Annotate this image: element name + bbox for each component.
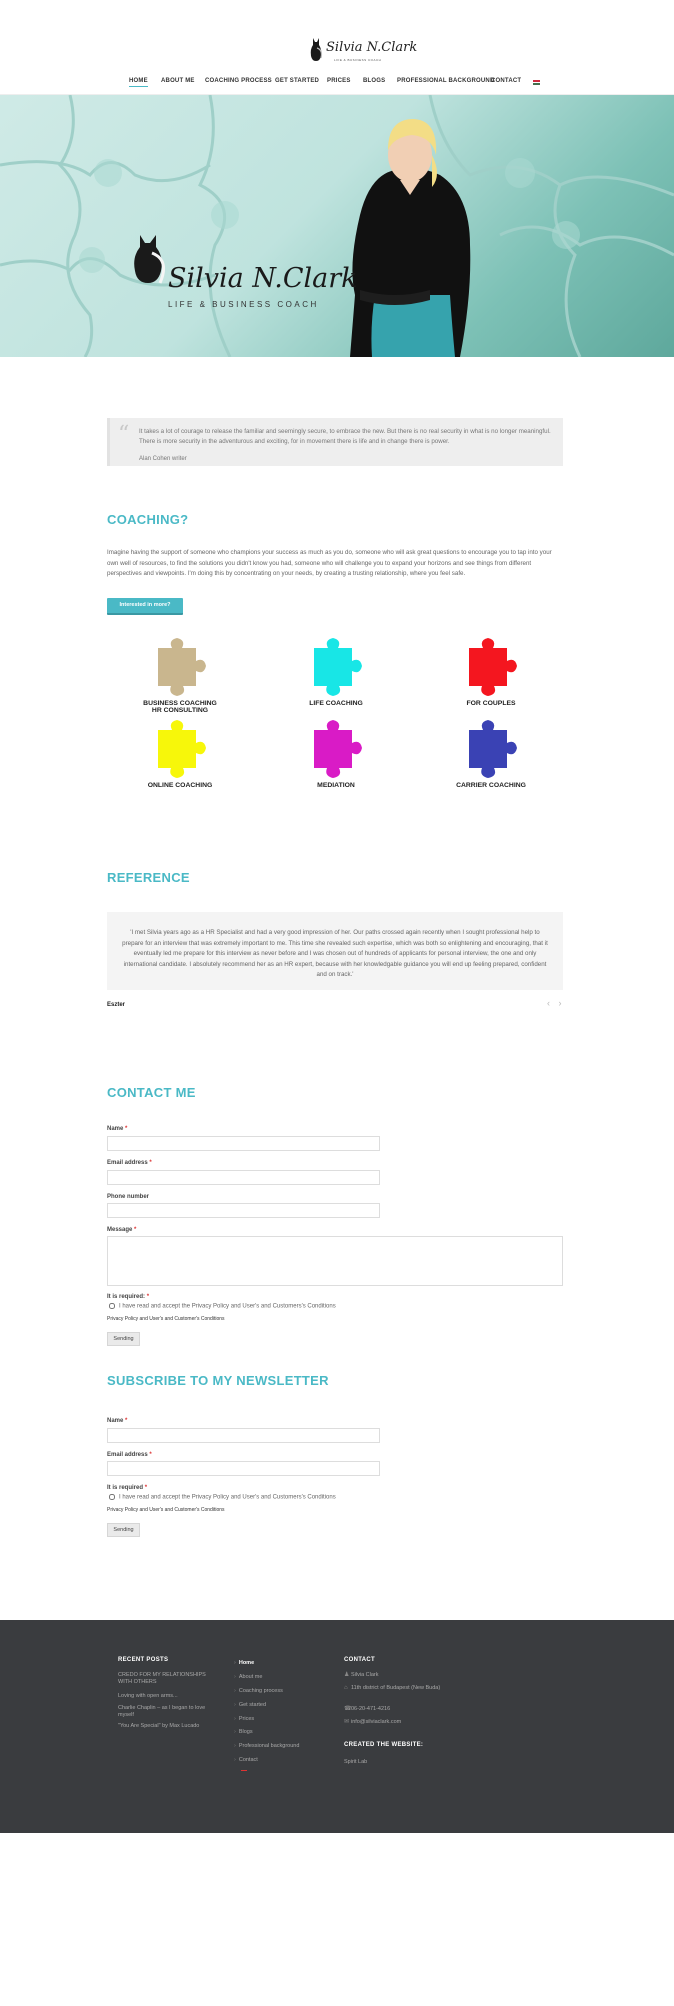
quote-block xyxy=(107,418,563,466)
puzzle-for-couples[interactable] xyxy=(421,636,561,714)
site-logo[interactable] xyxy=(300,34,418,68)
email-icon: ✉ xyxy=(344,1719,350,1725)
puzzle-background-image xyxy=(0,95,674,357)
contact-message-textarea[interactable] xyxy=(107,1236,563,1286)
hero-name: Silvia N.Clark xyxy=(168,263,358,294)
testimonial-box xyxy=(107,912,563,990)
newsletter-email-label: Email address * xyxy=(107,1452,152,1458)
main-nav xyxy=(0,78,674,90)
footer-link-coaching-process[interactable]: › Coaching process xyxy=(234,1688,283,1694)
home-icon: ⌂ xyxy=(344,1685,348,1691)
newsletter-email-input[interactable] xyxy=(107,1461,380,1476)
nav-contact[interactable]: CONTACT xyxy=(491,78,522,84)
contact-name-label: Name * xyxy=(107,1126,128,1132)
hero-banner xyxy=(0,95,674,357)
contact-required-label: It is required: * xyxy=(107,1294,150,1300)
phone-icon: ☎ xyxy=(344,1706,352,1712)
contact-name-input[interactable] xyxy=(107,1136,380,1151)
contact-phone-input[interactable] xyxy=(107,1203,380,1218)
footer-post-link[interactable]: "You Are Special" by Max Lucado xyxy=(118,1723,200,1729)
footer-recent-posts-title: RECENT POSTS xyxy=(118,1657,169,1663)
nav-about-me[interactable]: ABOUT ME xyxy=(161,78,195,84)
footer-created-by[interactable]: Spirit Lab xyxy=(344,1759,368,1765)
newsletter-name-input[interactable] xyxy=(107,1428,380,1443)
hero-cat-icon xyxy=(134,235,163,283)
puzzle-label: LIFE COACHING xyxy=(309,700,363,707)
puzzle-label: FOR COUPLES xyxy=(466,700,516,707)
quote-author: Alan Cohen writer xyxy=(139,456,187,462)
puzzle-carrier-coaching[interactable] xyxy=(421,718,561,796)
footer-link-blogs[interactable]: › Blogs xyxy=(234,1729,253,1735)
footer-contact-email[interactable]: ✉ info@silviaclark.com xyxy=(344,1719,402,1725)
footer-contact-title: CONTACT xyxy=(344,1657,375,1663)
logo-subtitle: LIFE & BUSINESS COACH xyxy=(334,58,382,62)
coaching-heading: COACHING? xyxy=(107,512,189,527)
puzzle-label: BUSINESS COACHING HR CONSULTING xyxy=(143,700,217,714)
footer-link-contact[interactable]: › Contact xyxy=(234,1757,258,1763)
hungarian-flag-icon[interactable] xyxy=(533,80,540,85)
nav-professional-background[interactable]: PROFESSIONAL BACKGROUND xyxy=(397,78,495,84)
puzzle-piece-icon xyxy=(306,718,366,780)
puzzle-piece-icon xyxy=(150,718,210,780)
contact-message-label: Message * xyxy=(107,1227,137,1233)
newsletter-name-label: Name * xyxy=(107,1418,128,1424)
footer-link-prices[interactable]: › Prices xyxy=(234,1716,254,1722)
nav-blogs[interactable]: BLOGS xyxy=(363,78,386,84)
footer-created-title: CREATED THE WEBSITE: xyxy=(344,1742,424,1748)
puzzle-piece-icon xyxy=(150,636,210,698)
footer-post-link[interactable]: Loving with open arms... xyxy=(118,1693,178,1699)
nav-home[interactable]: HOME xyxy=(129,78,148,87)
puzzle-piece-icon xyxy=(461,718,521,780)
puzzle-label: ONLINE COACHING xyxy=(147,782,213,789)
footer-contact-name: ♟ Silvia Clark xyxy=(344,1672,379,1678)
footer-accent-line xyxy=(241,1770,247,1771)
puzzle-piece-icon xyxy=(306,636,366,698)
puzzle-online-coaching[interactable] xyxy=(110,718,250,796)
puzzle-business-coaching[interactable] xyxy=(110,636,250,714)
footer-link-get-started[interactable]: › Get started xyxy=(234,1702,266,1708)
puzzle-label: MEDIATION xyxy=(317,782,355,789)
testimonial-author: Eszter xyxy=(107,1002,126,1008)
site-footer xyxy=(0,1620,674,1833)
contact-policy-link[interactable]: Privacy Policy and User's and Customer's Conditions xyxy=(107,1316,225,1322)
puzzle-mediation[interactable] xyxy=(266,718,406,796)
footer-contact-phone[interactable]: ☎06-20-471-4216 xyxy=(344,1706,391,1712)
nav-coaching-process[interactable]: COACHING PROCESS xyxy=(205,78,272,84)
contact-send-button[interactable]: Sending xyxy=(107,1332,140,1346)
newsletter-privacy-checkbox-row[interactable]: I have read and accept the Privacy Policy and User's and Customers's Conditions xyxy=(109,1494,336,1501)
footer-link-professional-background[interactable]: › Professional background xyxy=(234,1743,299,1749)
cat-logo-icon xyxy=(308,36,324,62)
nav-prices[interactable]: PRICES xyxy=(327,78,351,84)
logo-name: Silvia N.Clark xyxy=(326,40,418,55)
testimonial-text: 'I met Silvia years ago as a HR Specialist and had a very good impression of her. Our paths crossed again recently when I sought professional help to prepare for an interview that was extremely important to me. This time she revealed such expertise, which was both so enlightening and encouraging, that it eventually led me prepare for this interview as never before and I was chosen out of hundreds of applicants for personal interview, the one and only international candidate. I absolutely recommend her as an HR expert, because with her knowledgable guidance you will end up feeling prepared, confident and on track.' xyxy=(122,929,548,978)
newsletter-heading: SUBSCRIBE TO MY NEWSLETTER xyxy=(107,1373,329,1388)
footer-post-link[interactable]: CREDO FOR MY RELATIONSHIPS WITH OTHERS xyxy=(118,1672,206,1685)
puzzle-piece-icon xyxy=(461,636,521,698)
nav-get-started[interactable]: GET STARTED xyxy=(275,78,320,84)
contact-email-input[interactable] xyxy=(107,1170,380,1185)
contact-phone-label: Phone number xyxy=(107,1194,150,1200)
quote-text: It takes a lot of courage to release the familiar and seemingly secure, to embrace the new. But there is no real security in what is no longer meaningful. There is more security in the adventurous and exciting, for in movement there is life and in change there is power. xyxy=(139,428,551,445)
newsletter-privacy-checkbox[interactable] xyxy=(109,1494,115,1500)
interested-button[interactable]: Interested in more? xyxy=(107,598,183,615)
contact-privacy-checkbox-row[interactable]: I have read and accept the Privacy Policy and User's and Customers's Conditions xyxy=(109,1303,336,1310)
newsletter-send-button[interactable]: Sending xyxy=(107,1523,140,1537)
newsletter-required-label: It is required * xyxy=(107,1485,148,1491)
contact-privacy-checkbox[interactable] xyxy=(109,1303,115,1309)
newsletter-policy-link[interactable]: Privacy Policy and User's and Customer's Conditions xyxy=(107,1507,225,1513)
footer-link-home[interactable]: › Home xyxy=(234,1660,254,1666)
puzzle-label: CARRIER COACHING xyxy=(456,782,526,789)
footer-post-link[interactable]: Charlie Chaplin – as I began to love myself xyxy=(118,1705,206,1718)
contact-heading: CONTACT ME xyxy=(107,1085,196,1100)
quote-icon: “ xyxy=(118,422,130,447)
contact-email-label: Email address * xyxy=(107,1160,152,1166)
hero-tagline: LIFE & BUSINESS COACH xyxy=(168,300,319,309)
reference-heading: REFERENCE xyxy=(107,870,190,885)
footer-contact-address: ⌂ 11th district of Budapest (New Buda) xyxy=(344,1685,441,1691)
site-header xyxy=(0,0,674,95)
footer-link-about-me[interactable]: › About me xyxy=(234,1674,262,1680)
puzzle-life-coaching[interactable] xyxy=(266,636,406,714)
coaching-intro: Imagine having the support of someone who champions your success as much as you do, someone who will ask great questions to encourage you to tap into your own well of resources, to find the solutions you didn't know you had, someone who will challenge you to expand your horizons and see things from different perspectives and viewpoints. I'm doing this by concentrating on your needs, by creating a trusting relationship, where you feel safe. xyxy=(107,549,552,577)
slider-arrows-icon[interactable]: ‹ › xyxy=(547,998,565,1008)
person-icon: ♟ xyxy=(344,1672,350,1678)
